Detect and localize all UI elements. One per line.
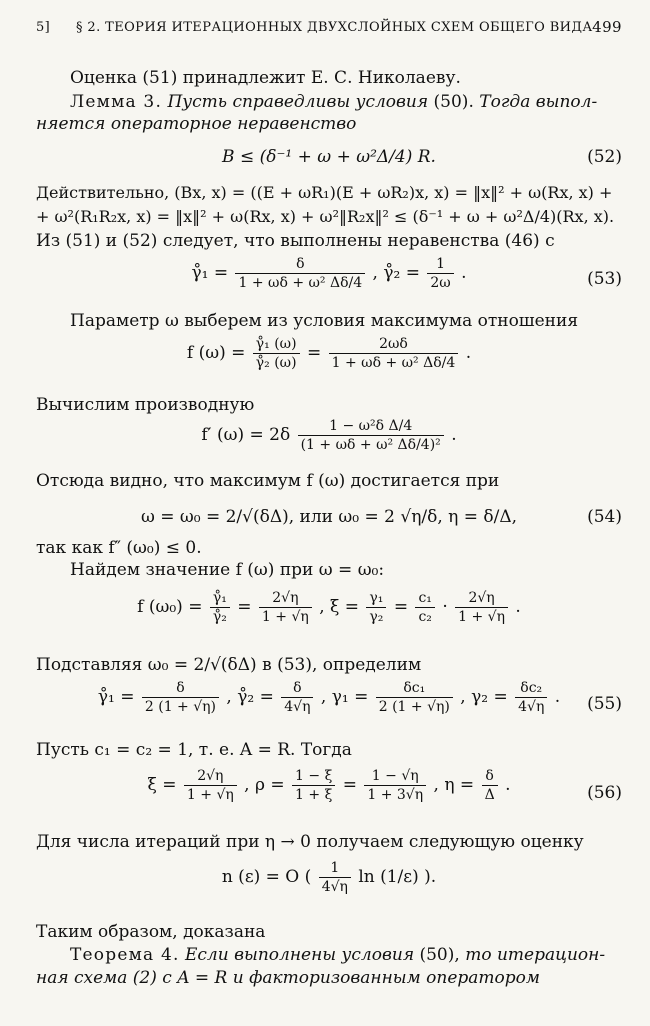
eq56-cd: 1 + 3√η [367, 787, 424, 803]
eq53-frac2-den: 2ω [430, 275, 451, 291]
eq56-frac-a [184, 768, 237, 803]
eq56-dd: Δ [484, 787, 495, 803]
equation-53 [36, 256, 622, 302]
lemma-text: Пусть справедливы условия [167, 92, 429, 112]
eq53-end: . [461, 263, 467, 283]
eq53-frac1-num: δ [235, 256, 365, 274]
eq55-cn: δc₁ [376, 680, 453, 698]
find-line: Найдем значение f (ω) при ω = ω₀: [70, 560, 385, 580]
f-eq: = [306, 343, 322, 363]
eq55-c: , γ₁ = [320, 687, 369, 707]
maximum-line: Отсюда видно, что максимум f (ω) достигается при [36, 471, 500, 491]
proof-line-1: Действительно, (Bx, x) = ((E + ωR₁)(E + ωR₂)x, x) = ‖x‖² + ω(Rx, x) + [36, 183, 613, 202]
eq56-frac-b [292, 768, 335, 803]
eq55-frac-a [142, 680, 219, 715]
equation-52 [36, 142, 622, 172]
eq56-a: ξ = [147, 775, 177, 795]
eq54-number: (54) [587, 507, 622, 527]
section-number: 5] [36, 20, 51, 35]
eq56-frac-c [364, 768, 426, 803]
xi-d1: γ₂ [369, 609, 384, 625]
eq55-a: γ̊₁ = [97, 687, 135, 707]
equation-55 [36, 680, 622, 728]
fprime-end: . [451, 425, 457, 445]
xi-end: . [515, 597, 521, 617]
eq53-number: (53) [587, 269, 622, 289]
eq53-frac1-den: 1 + ωδ + ω² Δδ/4 [238, 275, 363, 291]
eq55-number: (55) [587, 694, 622, 714]
theorem-text: Если выполнены условия [184, 945, 415, 965]
xi-frac-3 [455, 590, 508, 625]
xi-d3: 1 + √η [458, 609, 505, 625]
theorem-ref: (50), [419, 945, 460, 965]
lemma-text-2: Тогда выпол- [479, 92, 598, 112]
proof-line-3: Из (51) и (52) следует, что выполнены неравенства (46) с [36, 231, 555, 251]
fw0-n2: 2√η [259, 590, 312, 608]
fprime-num: 1 − ω²δ Δ/4 [298, 418, 444, 436]
eq56-frac-d [482, 768, 498, 803]
eq55-frac-c [376, 680, 453, 715]
eq56-ad: 1 + √η [186, 787, 234, 803]
ne-den: 4√η [321, 879, 348, 895]
eq52-body: B ≤ (δ⁻¹ + ω + ω²Δ/4) R. [222, 147, 436, 167]
eq56-an: 2√η [184, 768, 237, 786]
eq55-frac-d [515, 680, 547, 715]
xi-n3: 2√η [455, 590, 508, 608]
theorem-text-3: ная схема (2) с A = R и факторизованным оператором [36, 968, 540, 988]
eq56-eq: = [342, 775, 357, 795]
fprime-lhs: f′ (ω) = 2δ [201, 425, 291, 445]
thus-line: Таким образом, доказана [36, 922, 266, 942]
lemma-text-3: няется операторное неравенство [36, 114, 357, 134]
theorem-heading [70, 945, 622, 965]
eq55-b: , γ̊₂ = [226, 687, 274, 707]
fprime-den: (1 + ωδ + ω² Δδ/4)² [300, 437, 441, 453]
fw0-lhs: f (ω₀) = [137, 597, 203, 617]
page-number: 499 [592, 18, 622, 36]
f-frac-2 [329, 336, 459, 371]
eq55-dd: 4√η [518, 699, 545, 715]
eq53-gamma2: , γ̊₂ = [372, 263, 420, 283]
f-frac1-den: γ̊₂ (ω) [255, 355, 297, 371]
eq54-body: ω = ω₀ = 2/√(δΔ), или ω₀ = 2 √η/δ, η = δ/Δ, [140, 507, 518, 527]
eq53-frac-2 [427, 256, 453, 291]
let-line: Пусть c₁ = c₂ = 1, т. е. A = R. Тогда [36, 740, 352, 760]
eq55-bn: δ [281, 680, 313, 698]
equation-f [36, 336, 622, 386]
eq55-bd: 4√η [284, 699, 311, 715]
substitution-line: Подставляя ω₀ = 2/√(δΔ) в (53), определим [36, 655, 422, 675]
since-line: так как f″ (ω₀) ≤ 0. [36, 538, 202, 558]
ne-rhs: ln (1/ε) ). [358, 867, 437, 887]
f-frac1-num: γ̊₁ (ω) [253, 336, 300, 354]
ne-frac [319, 860, 351, 895]
eq56-end: . [505, 775, 511, 795]
eq56-bn: 1 − ξ [292, 768, 335, 786]
f-end: . [465, 343, 472, 363]
running-title: § 2. ТЕОРИЯ ИТЕРАЦИОННЫХ ДВУХСЛОЙНЫХ СХЕМ ОБЩЕГО ВИДА [76, 20, 593, 35]
eq52-number: (52) [587, 147, 622, 167]
eq53-frac2-num: 1 [427, 256, 453, 274]
param-line: Параметр ω выберем из условия максимума отношения [70, 311, 579, 331]
eq55-frac-b [281, 680, 313, 715]
iteration-line: Для числа итераций при η → 0 получаем следующую оценку [36, 832, 584, 852]
fw0-frac-1 [210, 590, 230, 625]
derivative-line: Вычислим производную [36, 395, 255, 415]
xi-n2: c₁ [415, 590, 434, 608]
ne-num: 1 [319, 860, 351, 878]
theorem-label: Теорема 4. [70, 945, 180, 965]
eq56-dn: δ [482, 768, 498, 786]
eq56-b: , ρ = [244, 775, 285, 795]
eq53-gamma1: γ̊₁ = [191, 263, 229, 283]
equation-fprime [36, 418, 622, 464]
running-header [36, 16, 622, 40]
fw0-frac-2 [259, 590, 312, 625]
xi-eq: = [393, 597, 409, 617]
eq55-end: . [554, 687, 561, 707]
eq55-an: δ [142, 680, 219, 698]
f-frac-1 [253, 336, 300, 371]
eq55-d: , γ₂ = [460, 687, 508, 707]
fw0-d2: 1 + √η [261, 609, 309, 625]
eq55-cd: 2 (1 + √η) [378, 699, 450, 715]
equation-56 [36, 768, 622, 818]
eq55-ad: 2 (1 + √η) [144, 699, 217, 715]
equation-f-omega0 [36, 590, 622, 644]
equation-54 [36, 502, 622, 532]
xi-lhs: , ξ = [319, 597, 360, 617]
xi-frac-2 [415, 590, 434, 625]
eq56-c: , η = [433, 775, 475, 795]
lemma-heading [70, 92, 622, 112]
paragraph-estimate: Оценка (51) принадлежит Е. С. Николаеву. [70, 68, 461, 88]
equation-n-epsilon [36, 860, 622, 910]
proof-line-2: + ω²(R₁R₂x, x) = ‖x‖² + ω(Rx, x) + ω²‖R₂x‖² ≤ (δ⁻¹ + ω + ω²Δ/4)(Rx, x). [36, 207, 615, 226]
xi-d2: c₂ [418, 609, 432, 625]
eq56-number: (56) [587, 783, 622, 803]
fprime-frac [298, 418, 444, 453]
xi-n1: γ₁ [366, 590, 386, 608]
fw0-n1: γ̊₁ [210, 590, 230, 608]
fw0-d1: γ̊₂ [212, 609, 227, 625]
lemma-ref: (50). [433, 92, 474, 112]
xi-frac-1 [366, 590, 386, 625]
f-frac2-num: 2ωδ [329, 336, 459, 354]
xi-dot: · [442, 597, 448, 617]
eq56-cn: 1 − √η [364, 768, 426, 786]
eq56-bd: 1 + ξ [295, 787, 333, 803]
ne-lhs: n (ε) = O ( [221, 867, 312, 887]
f-lhs: f (ω) = [186, 343, 246, 363]
lemma-label: Лемма 3. [70, 92, 163, 112]
eq55-dn: δc₂ [515, 680, 547, 698]
f-frac2-den: 1 + ωδ + ω² Δδ/4 [331, 355, 456, 371]
fw0-eq: = [237, 597, 252, 617]
eq53-frac-1 [235, 256, 365, 291]
theorem-text-2: то итерацион- [465, 945, 606, 965]
